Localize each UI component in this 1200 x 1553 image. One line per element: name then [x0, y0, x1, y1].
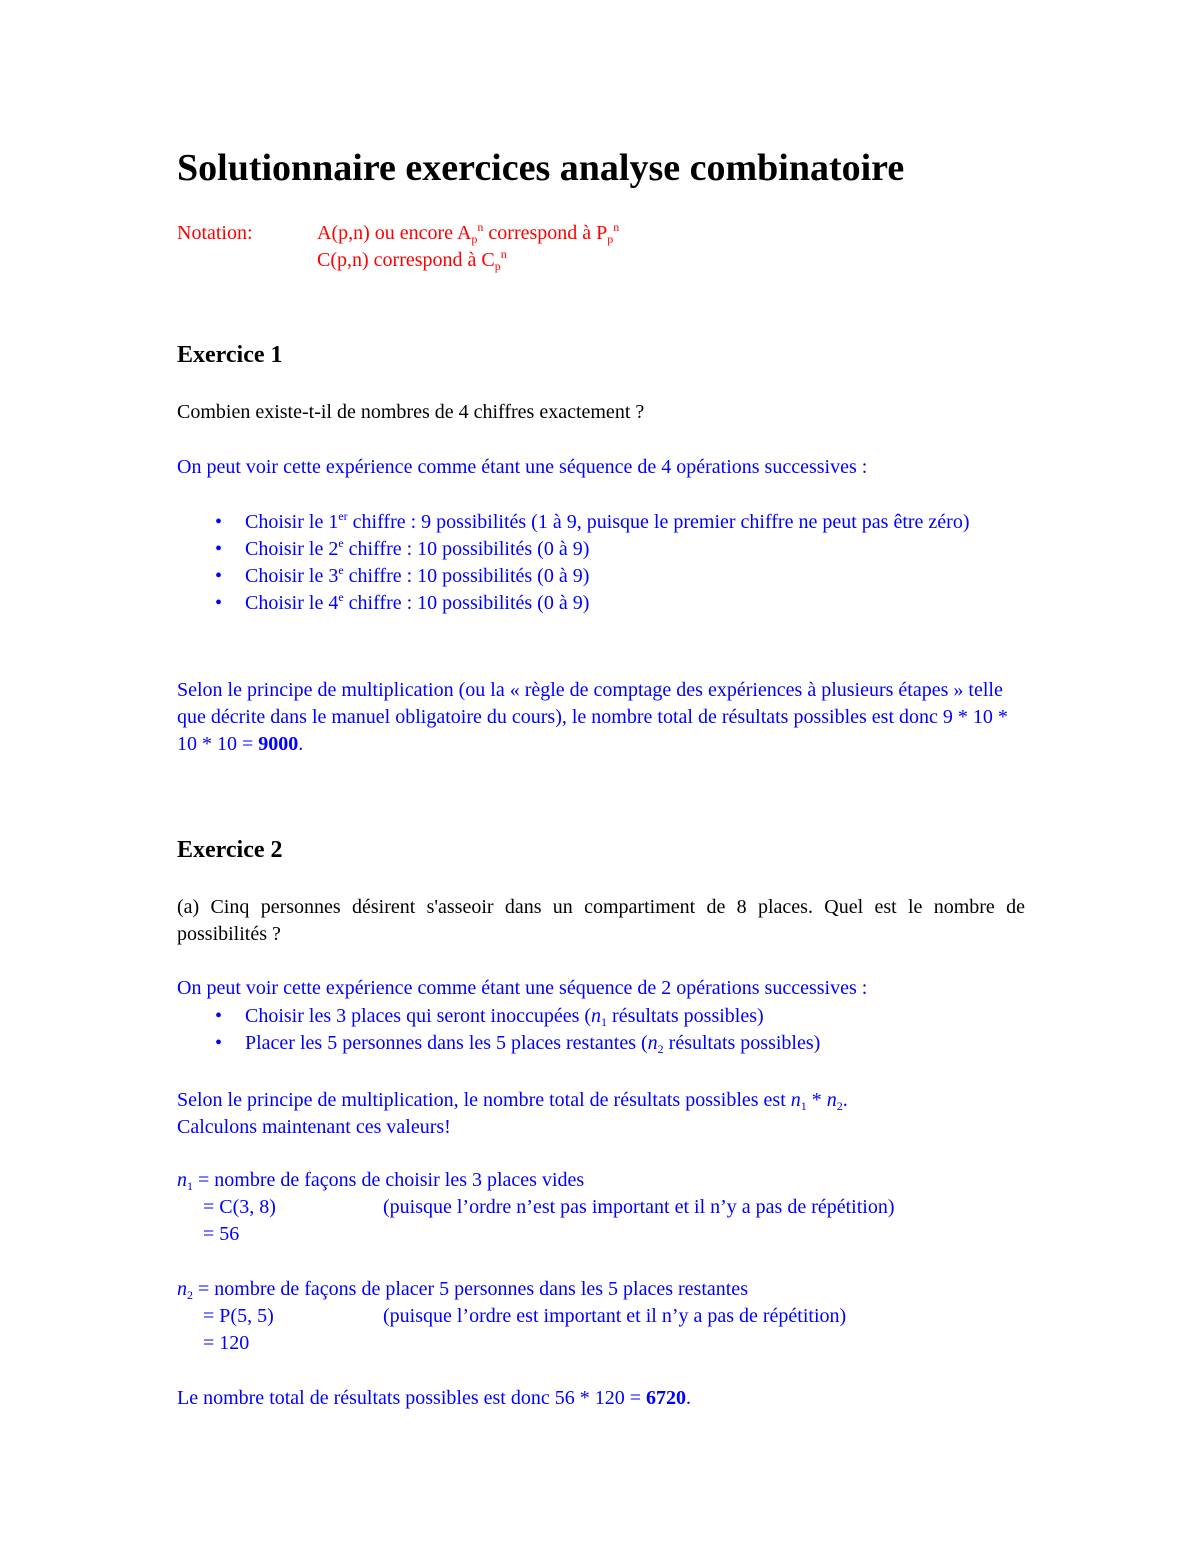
bullet-dot-icon: •	[215, 592, 223, 614]
exercise-1-bullets	[177, 509, 1025, 617]
n1-definition: $n_1$ = nombre de façons de choisir les 3 places vides	[177, 1169, 585, 1193]
exercise-2-bullets	[177, 1003, 1025, 1057]
exercise-1-question: Combien existe-t-il de nombres de 4 chiffres exactement ?	[177, 401, 645, 423]
list-item: • Choisir les 3 places qui seront inoccupées ($n_1$ résultats possibles)	[215, 1005, 764, 1029]
exercise-1-intro: On peut voir cette expérience comme étant une séquence de 4 opérations successives :	[177, 456, 868, 478]
exercise-2-question: (a) Cinq personnes désirent s'asseoir dans un compartiment de 8 places. Quel est le nombre de possibilités ?	[177, 896, 1025, 945]
list-item: • Placer les 5 personnes dans les 5 places restantes ($n_2$ résultats possibles)	[215, 1032, 821, 1056]
exercise-2-heading: Exercice 2	[177, 837, 283, 863]
list-item: • Choisir le 1er chiffre : 9 possibilités (1 à 9, puisque le premier chiffre ne peut pas être zéro)	[177, 509, 1025, 536]
bullet-dot-icon: •	[215, 565, 223, 587]
n2-definition: $n_2$ = nombre de façons de placer 5 personnes dans les 5 places restantes	[177, 1278, 748, 1302]
bullet-dot-icon: •	[215, 538, 223, 560]
exercise-2-principle: Selon le principe de multiplication, le nombre total de résultats possibles est $n_1 * n_2$. Calculons maintenant ces valeurs!	[177, 1089, 848, 1138]
list-item: • Choisir le 2e chiffre : 10 possibilités (0 à 9)	[177, 536, 1025, 563]
n1-equation-2: = 56	[203, 1223, 240, 1245]
notation-label: Notation:	[177, 222, 253, 244]
exercise-2-intro: On peut voir cette expérience comme étant une séquence de 2 opérations successives :	[177, 977, 868, 999]
notation-block	[177, 220, 1025, 274]
n2-equation-2: = 120	[203, 1332, 250, 1354]
n2-note: (puisque l’ordre est important et il n’y a pas de répétition)	[383, 1305, 847, 1327]
bullet-dot-icon: •	[215, 1032, 223, 1054]
list-item: • Choisir le 4e chiffre : 10 possibilités (0 à 9)	[177, 590, 1025, 617]
exercise-1-conclusion: Selon le principe de multiplication (ou la « règle de comptage des expériences à plusieurs étapes » telle que décrite dans le manuel obligatoire du cours), le nombre total de résultats possibles est donc 9 * 10 * 10 * 10 = 9000.	[177, 679, 1008, 755]
n1-note: (puisque l’ordre n’est pas important et il n’y a pas de répétition)	[383, 1196, 895, 1218]
bullet-dot-icon: •	[215, 1005, 223, 1027]
n2-calculation	[177, 1276, 1025, 1357]
n1-calculation	[177, 1167, 1025, 1248]
exercise-1-heading: Exercice 1	[177, 342, 283, 368]
notation-line-2: C(p,n) correspond à $C_p^n$	[317, 247, 507, 273]
notation-line-1: A(p,n) ou encore $A_p^n$ correspond à $P_p^n$	[317, 220, 620, 246]
page-title: Solutionnaire exercices analyse combinatoire	[177, 147, 905, 189]
n2-equation-1: = P(5, 5)	[203, 1305, 274, 1327]
bullet-dot-icon: •	[215, 511, 223, 533]
n1-equation-1: = C(3, 8)	[203, 1196, 276, 1218]
list-item: • Choisir le 3e chiffre : 10 possibilités (0 à 9)	[177, 563, 1025, 590]
exercise-2-final: Le nombre total de résultats possibles est donc 56 * 120 = 6720.	[177, 1387, 691, 1409]
